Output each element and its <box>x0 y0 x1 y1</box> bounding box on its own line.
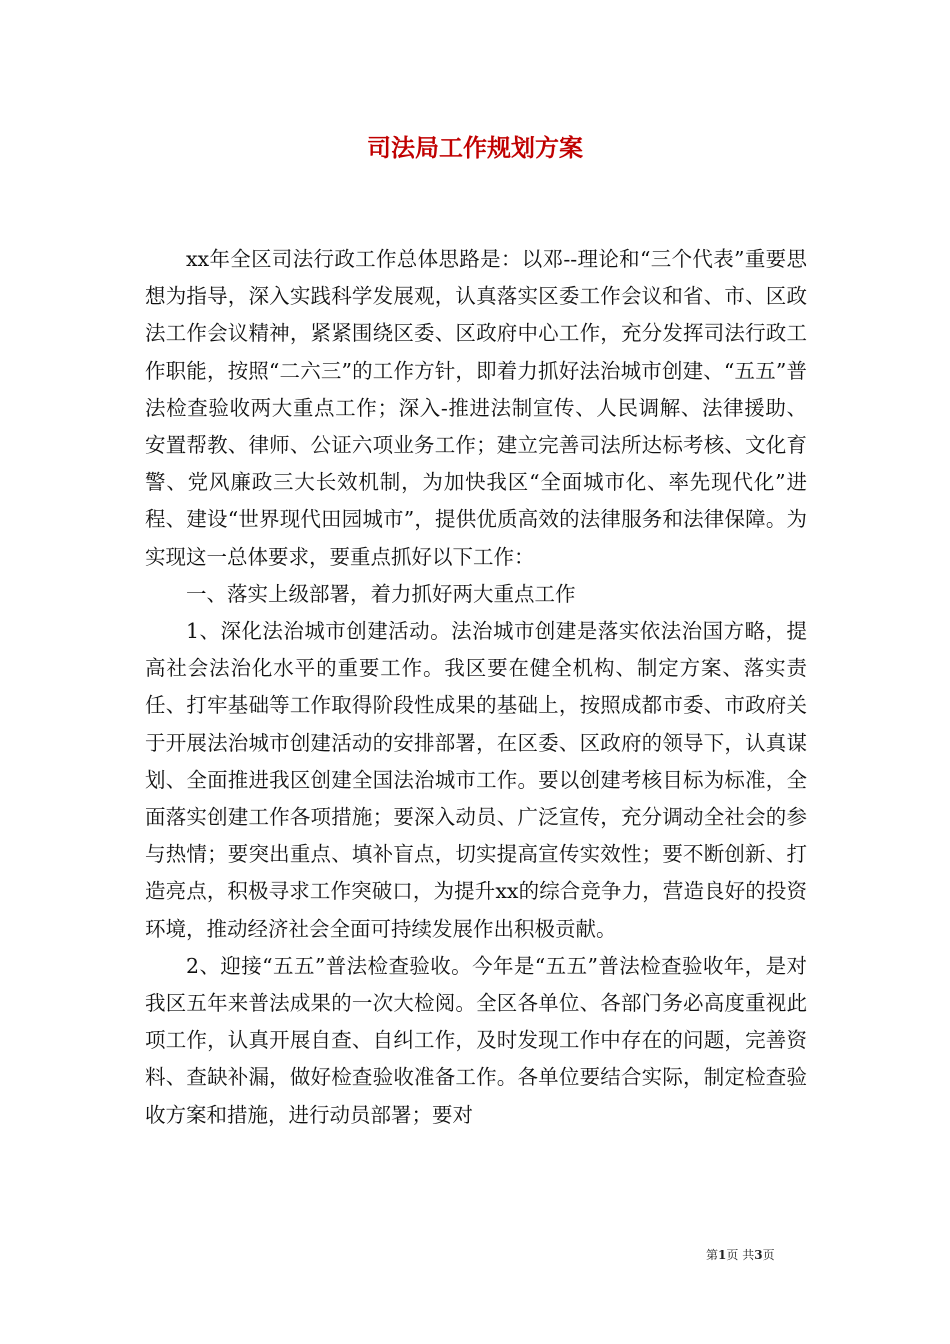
document-title: 司法局工作规划方案 <box>367 133 583 162</box>
paragraph-item-1: 1、深化法治城市创建活动。法治城市创建是落实依法治国方略，提高社会法治化水平的重要工作。我区要在健全机构、制定方案、落实责任、打牢基础等工作取得阶段性成果的基础上，按照成都市委、市政府关于开展法治城市创建活动的安排部署，在区委、区政府的领导下，认真谋划、全面推进我区创建全国法治城市工作。要以创建考核目标为标准，全面落实创建工作各项措施；要深入动员、广泛宣传，充分调动全社会的参与热情；要突出重点、填补盲点，切实提高宣传实效性；要不断创新、打造亮点，积极寻求工作突破口，为提升xx的综合竞争力，营造良好的投资环境，推动经济社会全面可持续发展作出积极贡献。 <box>145 619 807 941</box>
section-heading-1: 一、落实上级部署，着力抓好两大重点工作 <box>186 581 576 606</box>
footer-middle: 页 共 <box>726 1248 755 1262</box>
footer-total-pages: 3 <box>754 1248 763 1262</box>
document-body <box>145 241 807 1134</box>
footer-prefix: 第 <box>706 1248 719 1262</box>
footer-current-page: 1 <box>718 1248 727 1262</box>
paragraph-item-2: 2、迎接“五五”普法检查验收。今年是“五五”普法检查验收年，是对我区五年来普法成果的一次大检阅。全区各单位、各部门务必高度重视此项工作，认真开展自查、自纠工作，及时发现工作中存在的问题，完善资料、查缺补漏，做好检查验收准备工作。各单位要结合实际，制定检查验收方案和措施，进行动员部署；要对 <box>145 953 807 1127</box>
footer-suffix: 页 <box>762 1248 775 1262</box>
page-number-footer <box>706 1247 846 1263</box>
paragraph-intro: xx年全区司法行政工作总体思路是：以邓--理论和“三个代表”重要思想为指导，深入实践科学发展观，认真落实区委工作会议和省、市、区政法工作会议精神，紧紧围绕区委、区政府中心工作，充分发挥司法行政工作职能，按照“二六三”的工作方针，即着力抓好法治城市创建、“五五”普法检查验收两大重点工作；深入-推进法制宣传、人民调解、法律援助、安置帮教、律师、公证六项业务工作；建立完善司法所达标考核、文化育警、党风廉政三大长效机制，为加快我区“全面城市化、率先现代化”进程、建设“世界现代田园城市”，提供优质高效的法律服务和法律保障。为实现这一总体要求，要重点抓好以下工作： <box>145 247 807 569</box>
